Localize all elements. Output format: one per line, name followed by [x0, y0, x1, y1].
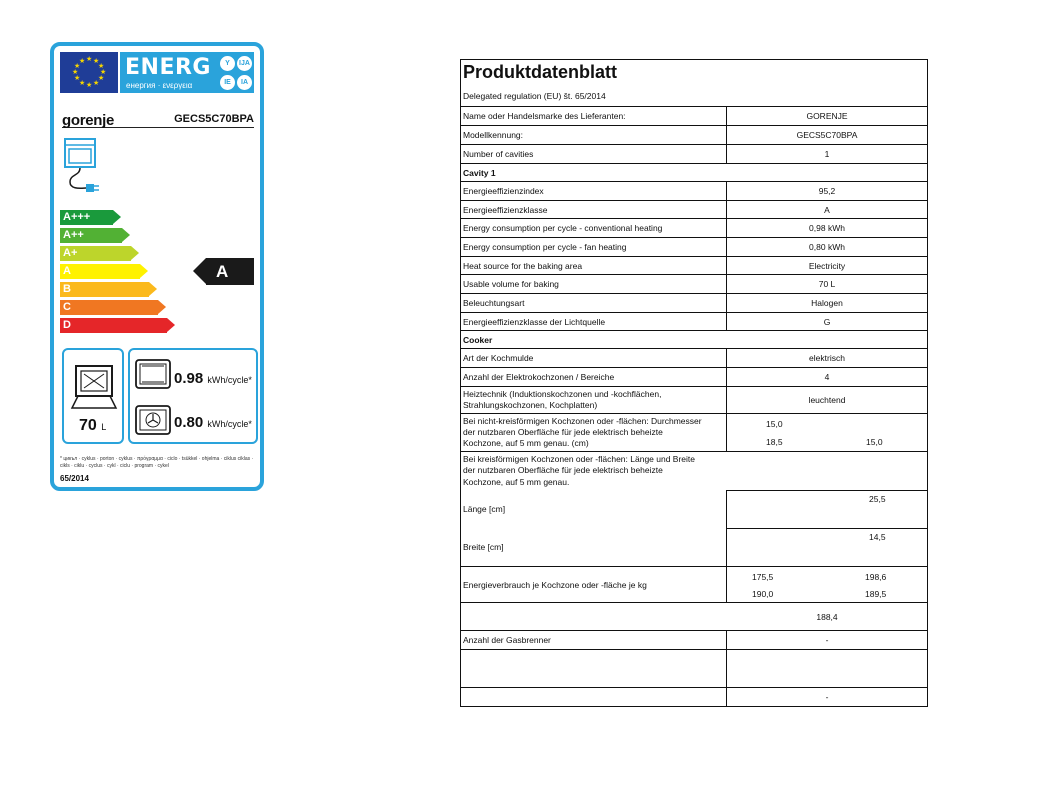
fan-consumption: 0.80 kWh/cycle*	[174, 414, 252, 431]
row-heating-tech: Heiztechnik (Induktionskochzonen und -kochflächen, Strahlungskochzonen, Kochplatten) leuchtend	[461, 386, 927, 413]
sheet-title: Produktdatenblatt	[463, 62, 618, 82]
model-name: GECS5C70BPA	[174, 113, 254, 125]
scale-bar-c: C	[60, 300, 158, 315]
volume-value: 70 L	[79, 417, 107, 434]
row-gas-burners: Anzahl der Gasbrenner -	[461, 630, 927, 649]
column-divider	[726, 106, 727, 163]
row-light-class: Energieeffizienzklasse der Lichtquelle G	[461, 312, 927, 330]
volume-box	[62, 348, 124, 444]
conventional-consumption: 0.98 kWh/cycle*	[174, 370, 252, 387]
scale-bar-a: A	[60, 264, 140, 279]
consumption-box	[128, 348, 258, 444]
conventional-heating-icon	[135, 359, 171, 389]
scale-bar-a3plus: A+++	[60, 210, 113, 225]
row-model: Modellkennung: GECS5C70BPA	[461, 125, 927, 144]
row-heat-source: Heat source for the baking area Electricity	[461, 256, 927, 274]
fan-heating-icon	[135, 405, 171, 435]
energy-subtitle: енергия · ενεργεια	[126, 81, 193, 90]
brand-row	[62, 112, 254, 128]
oven-plug-icon	[64, 138, 104, 200]
lang-badge: IE	[220, 75, 235, 90]
row-zones: Anzahl der Elektrokochzonen / Bereiche 4	[461, 367, 927, 386]
row-cooker-heading: Cooker	[461, 330, 927, 348]
row-cavities: Number of cavities 1	[461, 144, 927, 163]
energy-label	[50, 42, 264, 491]
label-header	[60, 52, 254, 95]
oven-volume-icon	[70, 364, 118, 410]
label-regulation: 65/2014	[60, 474, 89, 483]
row-last: -	[461, 687, 927, 707]
row-eei: Energieeffizienzindex 95,2	[461, 181, 927, 200]
row-lighting: Beleuchtungsart Halogen	[461, 293, 927, 312]
scale-bar-a2plus: A++	[60, 228, 122, 243]
row-length: Länge [cm] 25,5	[463, 494, 886, 514]
row-empty	[461, 649, 927, 687]
cycle-footnote: * цикъл · cyklus · porton · cyklus · πρόγραμμα · ciclo · tsükkel · ohjelma · ciklus ciklas · cikls · ciklu · cyclus · cykl · ciclu · program · cykel	[60, 456, 254, 469]
energy-title-box	[120, 52, 254, 93]
row-cavity-heading: Cavity 1	[461, 163, 927, 181]
scale-bar-d: D	[60, 318, 167, 333]
lang-badge: IJA	[237, 56, 252, 71]
row-hob-type: Art der Kochmulde elektrisch	[461, 348, 927, 367]
row-conv-consumption: Energy consumption per cycle - conventional heating 0,98 kWh	[461, 218, 927, 237]
row-volume: Usable volume for baking 70 L	[461, 274, 927, 293]
energy-class-indicator: A	[206, 258, 254, 285]
column-divider	[726, 181, 727, 330]
eu-flag-icon: ★ ★ ★ ★ ★ ★ ★ ★ ★ ★ ★ ★	[60, 52, 118, 93]
row-zone-energy: Energieverbrauch je Kochzone oder -fläche je kg 175,5 198,6 190,0 189,5	[461, 566, 927, 602]
row-eclass: Energieeffizienzklasse A	[461, 200, 927, 218]
row-supplier: Name oder Handelsmarke des Lieferanten: GORENJE	[461, 106, 927, 125]
scale-bar-b: B	[60, 282, 149, 297]
lang-badge: IA	[237, 75, 252, 90]
column-divider	[726, 490, 727, 602]
row-circular-zones: Bei nicht-kreisförmigen Kochzonen oder -flächen: Durchmesser der nutzbaren Oberfläche für jede elektrisch beheizte Kochzone, auf 5 mm genau. (cm) 15,0 18,5 15,0	[461, 413, 927, 451]
row-noncircular-zones: Bei kreisförmigen Kochzonen oder -flächen: Länge und Breite der nutzbaren Oberfläche für jede elektrisch beheizte Kochzone, auf 5 mm genau.	[461, 451, 927, 490]
row-fan-consumption: Energy consumption per cycle - fan heating 0,80 kWh	[461, 237, 927, 256]
scale-bar-aplus: A+	[60, 246, 131, 261]
sheet-subtitle: Delegated regulation (EU) št. 65/2014	[463, 91, 606, 101]
brand-name: gorenje	[62, 112, 115, 129]
column-divider	[726, 630, 727, 707]
lang-badge: Y	[220, 56, 235, 71]
row-width: Breite [cm] 14,5	[463, 532, 886, 552]
column-divider	[726, 348, 727, 451]
row-hob-energy: 188,4	[461, 602, 927, 630]
product-datasheet	[460, 59, 928, 707]
energy-word: ENERG	[125, 55, 211, 80]
